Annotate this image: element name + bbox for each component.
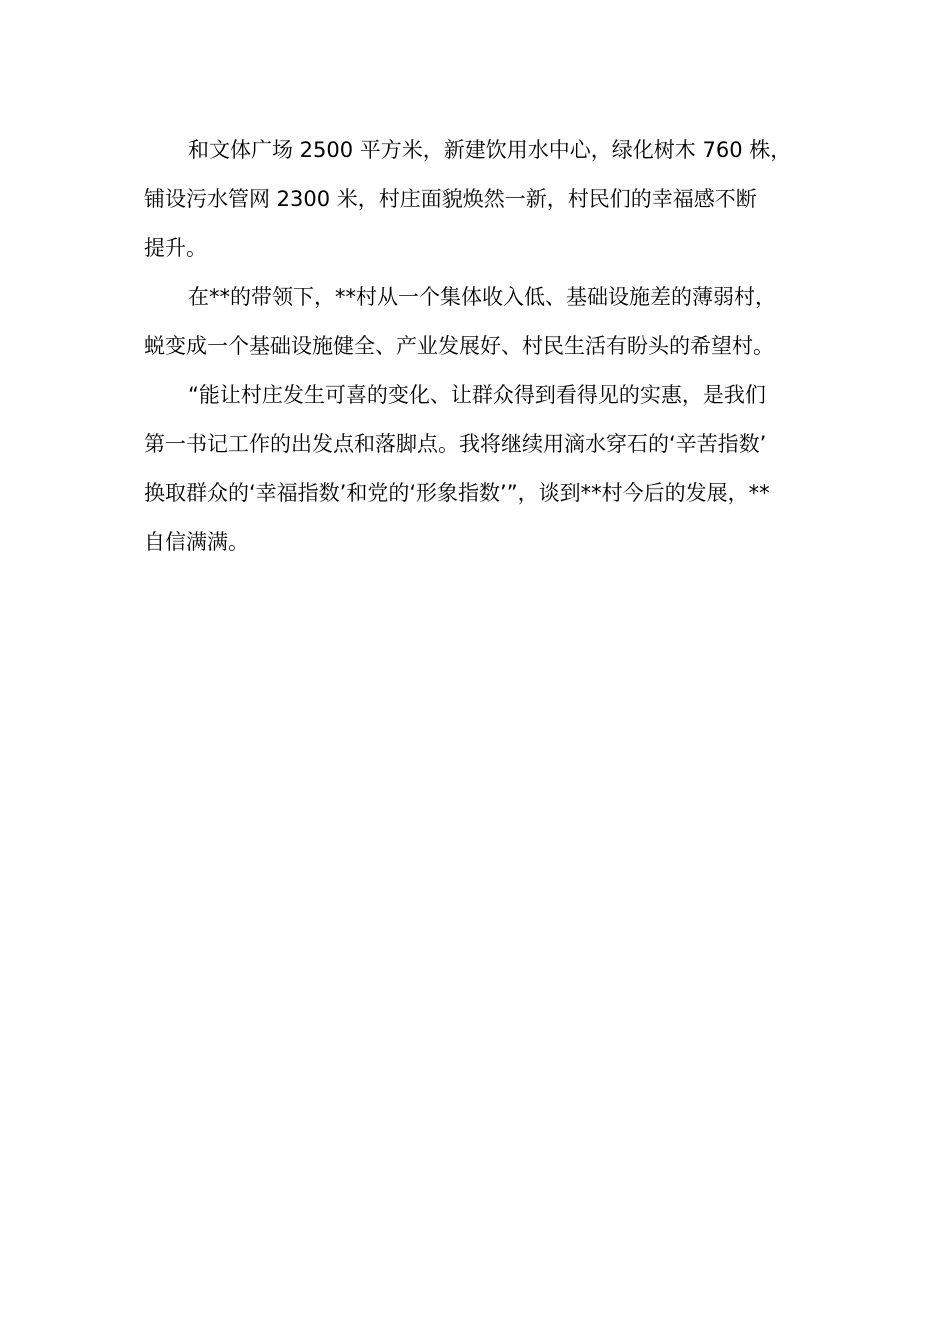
text-line: 和文体广场 2500 平方米，新建饮用水中心，绿化树木 760 株， <box>188 138 792 162</box>
paragraph-3 <box>144 371 834 567</box>
text-line: “能让村庄发生可喜的变化、让群众得到看得见的实惠，是我们 <box>188 383 766 407</box>
paragraph-1 <box>144 126 834 273</box>
text-line: 自信满满。 <box>144 530 249 554</box>
text-line: 蜕变成一个基础设施健全、产业发展好、村民生活有盼头的希望村。 <box>144 334 774 358</box>
paragraph-2 <box>144 273 834 371</box>
text-line: 提升。 <box>144 236 207 260</box>
text-line: 换取群众的‘幸福指数’和党的‘形象指数’”，谈到**村今后的发展，** <box>144 481 770 505</box>
text-line: 第一书记工作的出发点和落脚点。我将继续用滴水穿石的‘辛苦指数’ <box>144 432 767 456</box>
text-line: 铺设污水管网 2300 米，村庄面貌焕然一新，村民们的幸福感不断 <box>144 187 757 211</box>
body-text <box>144 126 834 567</box>
text-line: 在**的带领下，**村从一个集体收入低、基础设施差的薄弱村， <box>188 285 776 309</box>
